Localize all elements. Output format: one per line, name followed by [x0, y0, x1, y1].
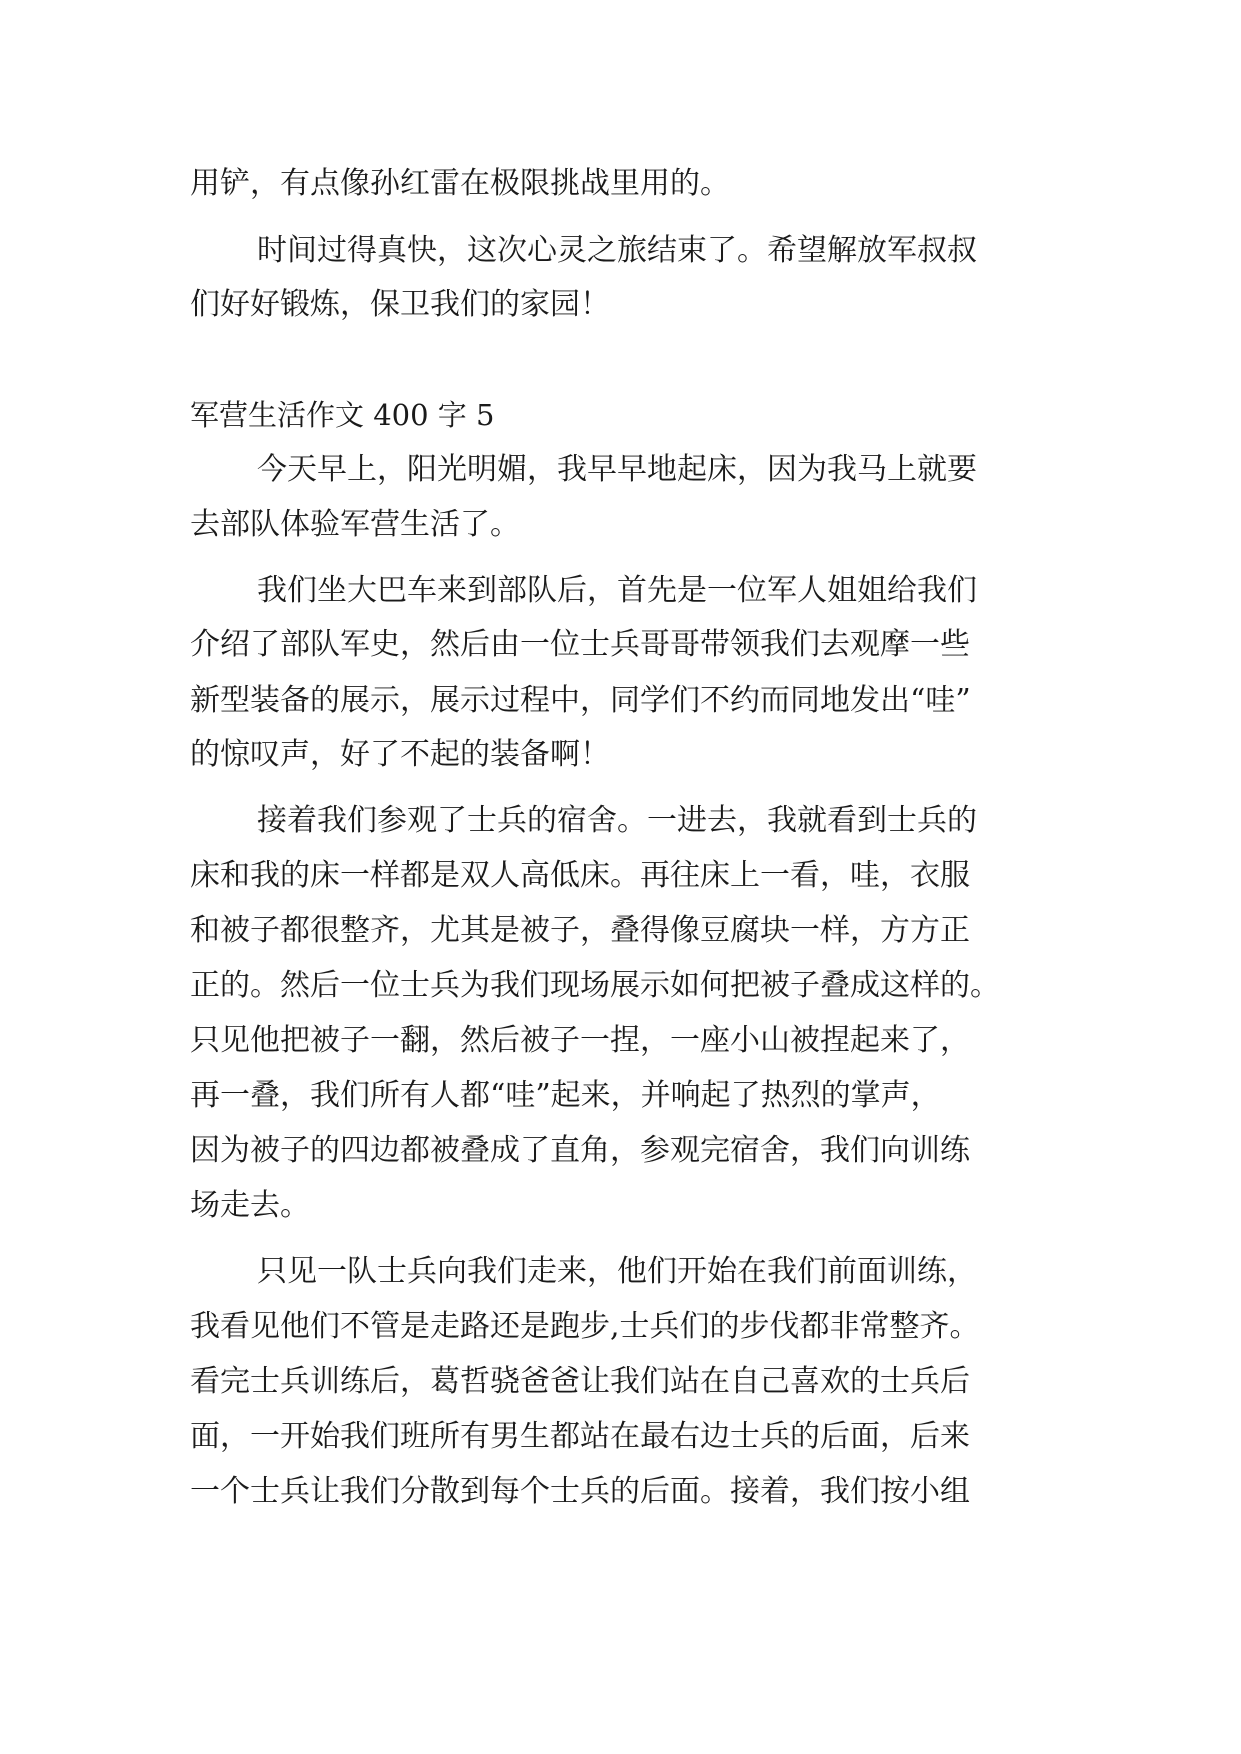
text-line: 的惊叹声，好了不起的装备啊！ [190, 737, 610, 772]
text-line: 因为被子的四边都被叠成了直角，参观完宿舍，我们向训练 [190, 1133, 970, 1168]
text-line: 面，一开始我们班所有男生都站在最右边士兵的后面，后来 [190, 1419, 970, 1454]
text-line: 接着我们参观了士兵的宿舍。一进去，我就看到士兵的 [257, 803, 977, 838]
text-line: 今天早上，阳光明媚，我早早地起床，因为我马上就要 [257, 452, 977, 487]
text-line: 们好好锻炼，保卫我们的家园！ [190, 287, 610, 322]
text-line: 我看见他们不管是走路还是跑步,士兵们的步伐都非常整齐。 [190, 1309, 980, 1344]
text-line: 一个士兵让我们分散到每个士兵的后面。接着，我们按小组 [190, 1474, 970, 1509]
text-line: 正的。然后一位士兵为我们现场展示如何把被子叠成这样的。 [190, 968, 1000, 1003]
text-line: 介绍了部队军史，然后由一位士兵哥哥带领我们去观摩一些 [190, 627, 970, 662]
text-line: 床和我的床一样都是双人高低床。再往床上一看，哇，衣服 [190, 858, 970, 893]
section-heading: 军营生活作文 400 字 5 [190, 398, 495, 432]
text-line: 看完士兵训练后，葛哲骁爸爸让我们站在自己喜欢的士兵后 [190, 1364, 970, 1399]
text-line: 时间过得真快，这次心灵之旅结束了。希望解放军叔叔 [257, 233, 977, 268]
text-line: 只见他把被子一翻，然后被子一捏，一座小山被捏起来了， [190, 1023, 970, 1058]
text-line: 去部队体验军营生活了。 [190, 507, 520, 542]
text-line: 场走去。 [190, 1188, 310, 1223]
text-line: 我们坐大巴车来到部队后，首先是一位军人姐姐给我们 [257, 573, 977, 608]
text-line: 和被子都很整齐，尤其是被子，叠得像豆腐块一样，方方正 [190, 913, 970, 948]
text-line: 再一叠，我们所有人都“哇”起来，并响起了热烈的掌声， [190, 1078, 941, 1113]
text-line: 只见一队士兵向我们走来，他们开始在我们前面训练， [257, 1254, 977, 1289]
text-line: 新型装备的展示，展示过程中，同学们不约而同地发出“哇” [190, 683, 971, 718]
text-line: 用铲，有点像孙红雷在极限挑战里用的。 [190, 166, 730, 201]
